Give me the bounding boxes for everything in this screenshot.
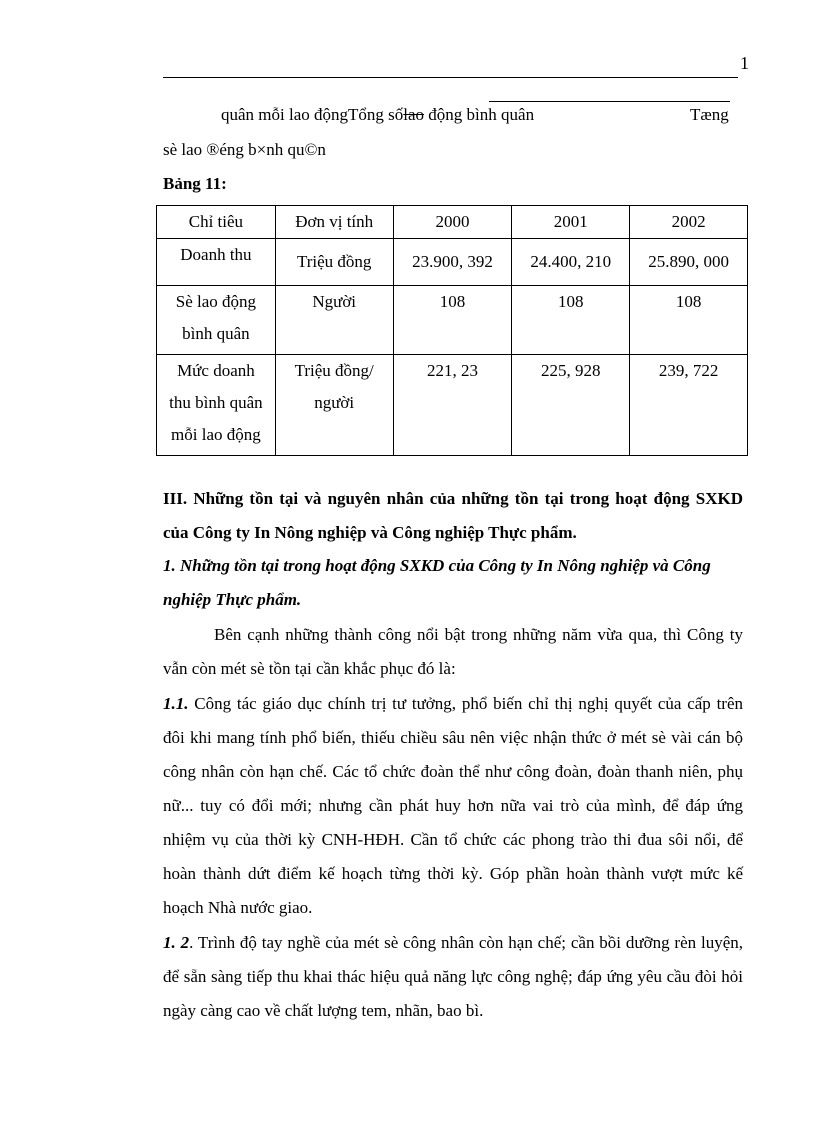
value-cell: 108 bbox=[630, 286, 748, 355]
value-cell: 25.890, 000 bbox=[630, 239, 748, 286]
value-cell: 108 bbox=[512, 286, 630, 355]
unit-cell: Người bbox=[275, 286, 393, 355]
fragment-rule bbox=[489, 101, 730, 102]
fragment-line-1 bbox=[221, 105, 534, 125]
table-row bbox=[157, 286, 748, 355]
page-number: 1 bbox=[740, 53, 749, 73]
value-cell: 239, 722 bbox=[630, 355, 748, 456]
item-2-number: 1. 2 bbox=[163, 933, 190, 952]
header-cell: Đơn vị tính bbox=[275, 206, 393, 239]
unit-cell: Triệu đồng bbox=[275, 239, 393, 286]
unit-cell bbox=[275, 355, 393, 456]
header-cell: 2002 bbox=[630, 206, 748, 239]
header-cell: Chỉ tiêu bbox=[157, 206, 276, 239]
value-cell: 24.400, 210 bbox=[512, 239, 630, 286]
intro-paragraph bbox=[163, 618, 743, 686]
row-name-line: mỗi lao động bbox=[171, 425, 261, 444]
subsection-heading: 1. Những tồn tại trong hoạt động SXKD của Công ty In Nông nghiệp và Công nghiệp Thực phẩm. bbox=[163, 556, 711, 609]
table-row bbox=[157, 355, 748, 456]
row-name-cell: Doanh thu bbox=[157, 239, 276, 286]
row-name-line: Sè lao động bbox=[175, 292, 257, 311]
header-cell: 2001 bbox=[512, 206, 630, 239]
header-rule bbox=[163, 77, 738, 78]
value-cell: 23.900, 392 bbox=[393, 239, 512, 286]
row-name-line: bình quân bbox=[182, 324, 250, 343]
item-1-text: Công tác giáo dục chính trị tư tưởng, phổ biến chỉ thị nghị quyết của cấp trên đôi khi mang tính phổ biến, thiếu chiều sâu nên việc nhận thức ở mét sè vài cán bộ công nhân còn hạn chế. Các tổ chức đoàn thể như công đoàn, đoàn thanh niên, phụ nữ... tuy có đổi mới; nhưng cần phát huy hơn nữa vai trò của mình, để đáp ứng nhiệm vụ của thời kỳ CNH-HĐH. Cần tổ chức các phong trào thi đua sôi nổi, để hoàn thành dứt điểm kế hoạch từng thời kỳ. Góp phần hoàn thành vượt mức kế hoạch Nhà nước giao. bbox=[163, 694, 743, 917]
fragment-line-2: sè lao ®éng b×nh qu©n bbox=[163, 140, 326, 159]
value-cell: 221, 23 bbox=[393, 355, 512, 456]
fragment-text-a: quân mỗi lao động bbox=[221, 105, 349, 124]
fragment-text-b: Tổng số bbox=[348, 105, 404, 124]
row-name-line: thu bình quân bbox=[169, 393, 263, 412]
fragment-strike: lao bbox=[403, 105, 425, 124]
fragment-right: Tæng bbox=[690, 105, 729, 124]
header-cell: 2000 bbox=[393, 206, 512, 239]
unit-line: người bbox=[314, 393, 355, 412]
item-2-paragraph bbox=[163, 926, 743, 1028]
row-name-cell bbox=[157, 286, 276, 355]
row-name-cell bbox=[157, 355, 276, 456]
section-heading: III. Những tồn tại và nguyên nhân của những tồn tại trong hoạt động SXKD của Công ty In Nông nghiệp và Công nghiệp Thực phẩm. bbox=[163, 489, 743, 542]
intro-text: Bên cạnh những thành công nổi bật trong những năm vừa qua, thì Công ty vẫn còn mét sè tồn tại cần khắc phục đó là: bbox=[163, 625, 743, 678]
table-header-row bbox=[157, 206, 748, 239]
table-row bbox=[157, 239, 748, 286]
row-name-line: Mức doanh bbox=[177, 361, 255, 380]
value-cell: 225, 928 bbox=[512, 355, 630, 456]
item-2-text: . Trình độ tay nghề của mét sè công nhân còn hạn chế; cần bồi dưỡng rèn luyện, để sẵn sàng tiếp thu khai thác hiệu quả năng lực công nghệ; đáp ứng yêu cầu đòi hỏi ngày càng cao về chất lượng tem, nhãn, bao bì. bbox=[163, 933, 743, 1020]
unit-line: Triệu đồng/ bbox=[294, 361, 374, 380]
value-cell: 108 bbox=[393, 286, 512, 355]
data-table bbox=[156, 205, 748, 456]
item-1-number: 1.1. bbox=[163, 694, 189, 713]
fragment-text-c: động bình quân bbox=[424, 105, 535, 124]
item-1-paragraph bbox=[163, 687, 743, 925]
table-label: Bảng 11: bbox=[163, 174, 227, 193]
